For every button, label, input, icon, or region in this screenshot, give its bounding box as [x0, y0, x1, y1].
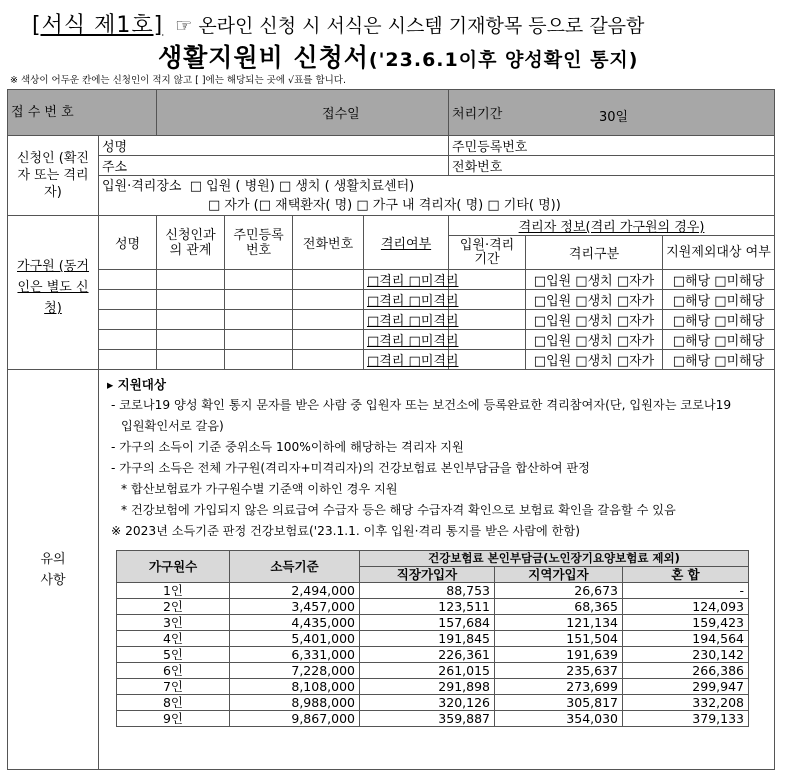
- income-threshold: 9,867,000: [230, 711, 360, 727]
- household-period-cell[interactable]: [449, 330, 526, 350]
- household-relation-cell[interactable]: [157, 350, 225, 370]
- income-threshold: 5,401,000: [230, 631, 360, 647]
- income-threshold: 8,988,000: [230, 695, 360, 711]
- isolated-checkboxes[interactable]: □격리 □미격리: [364, 290, 449, 310]
- household-row: [8, 290, 775, 310]
- stay-location-field[interactable]: [99, 176, 775, 216]
- household-col-excluded: 지원제외대상 여부: [663, 236, 775, 270]
- household-name-cell[interactable]: [99, 350, 157, 370]
- household-col-isolated: 격리여부: [364, 216, 449, 270]
- page-title: 생활지원비 신청서('23.6.1이후 양성확인 통지): [158, 43, 639, 72]
- income-col-income: 소득기준: [230, 551, 360, 583]
- household-section-label: 가구원 (동거인은 별도 신청): [8, 216, 99, 370]
- household-col-period: 입원·격리 기간: [449, 236, 526, 270]
- note-line: 입원확인서로 갈음): [121, 419, 224, 433]
- household-row: [8, 350, 775, 370]
- table-row: [117, 631, 749, 647]
- regional-premium: 235,637: [495, 663, 623, 679]
- mixed-premium: 266,386: [623, 663, 749, 679]
- household-rrn-cell[interactable]: [225, 330, 293, 350]
- household-count: 3인: [117, 615, 230, 631]
- employee-premium: 291,898: [360, 679, 495, 695]
- household-col-phone: 전화번호: [293, 216, 364, 270]
- note-line: ※ 2023년 소득기준 판정 건강보험료('23.1.1. 이후 입원·격리 통지를 받은 사람에 한함): [111, 524, 580, 538]
- receipt-date-cell[interactable]: [157, 90, 449, 136]
- table-row: [117, 695, 749, 711]
- employee-premium: 320,126: [360, 695, 495, 711]
- employee-premium: 157,684: [360, 615, 495, 631]
- regional-premium: 151,504: [495, 631, 623, 647]
- household-col-name: 성명: [99, 216, 157, 270]
- household-period-cell[interactable]: [449, 290, 526, 310]
- household-rrn-cell[interactable]: [225, 350, 293, 370]
- household-relation-cell[interactable]: [157, 290, 225, 310]
- household-phone-cell[interactable]: [293, 270, 364, 290]
- income-col-mixed: 혼 합: [623, 567, 749, 583]
- household-phone-cell[interactable]: [293, 330, 364, 350]
- application-form: [7, 89, 774, 770]
- income-col-regional: 지역가입자: [495, 567, 623, 583]
- household-name-cell[interactable]: [99, 310, 157, 330]
- mixed-premium: -: [623, 583, 749, 599]
- household-name-cell[interactable]: [99, 330, 157, 350]
- household-col-relation: 신청인과의 관계: [157, 216, 225, 270]
- household-col-isolation-info: 격리자 정보(격리 가구원의 경우): [449, 216, 775, 236]
- support-target-title: ▸ 지원대상: [107, 377, 166, 392]
- household-count: 4인: [117, 631, 230, 647]
- isolated-checkboxes[interactable]: □격리 □미격리: [364, 350, 449, 370]
- table-row: [117, 615, 749, 631]
- stay-location-label: 입원·격리장소: [102, 178, 182, 194]
- applicant-name-field[interactable]: [99, 136, 449, 156]
- processing-period-value: 30일: [599, 110, 629, 125]
- household-header-row: [8, 216, 775, 236]
- notes-row: [8, 370, 775, 770]
- applicant-address-label: 주소: [102, 160, 128, 175]
- note-line: * 건강보험에 가입되지 않은 의료급여 수급자 등은 해당 수급자격 확인으로 보험료 확인을 갈음할 수 있음: [121, 503, 676, 517]
- income-threshold: 6,331,000: [230, 647, 360, 663]
- applicant-name-label: 성명: [102, 140, 128, 155]
- isolation-type-checkboxes[interactable]: □입원 □생치 □자가: [526, 350, 663, 370]
- household-count: 9인: [117, 711, 230, 727]
- note-line: - 가구의 소득이 기준 중위소득 100%이하에 해당하는 격리자 지원: [111, 440, 464, 454]
- regional-premium: 121,134: [495, 615, 623, 631]
- pointing-hand-icon: ☞: [175, 15, 193, 37]
- regional-premium: 354,030: [495, 711, 623, 727]
- note-line: * 합산보험료가 가구원수별 기준액 이하인 경우 지원: [121, 482, 398, 496]
- mixed-premium: 194,564: [623, 631, 749, 647]
- employee-premium: 226,361: [360, 647, 495, 663]
- table-row: [117, 679, 749, 695]
- household-count: 6인: [117, 663, 230, 679]
- isolation-type-checkboxes[interactable]: □입원 □생치 □자가: [526, 310, 663, 330]
- applicant-rrn-label: 주민등록번호: [452, 140, 528, 155]
- receipt-row: [8, 90, 775, 136]
- employee-premium: 88,753: [360, 583, 495, 599]
- household-row: [8, 310, 775, 330]
- income-threshold: 7,228,000: [230, 663, 360, 679]
- regional-premium: 191,639: [495, 647, 623, 663]
- household-phone-cell[interactable]: [293, 310, 364, 330]
- exclusion-checkboxes[interactable]: □해당 □미해당: [663, 310, 775, 330]
- household-col-rrn: 주민등록 번호: [225, 216, 293, 270]
- household-phone-cell[interactable]: [293, 290, 364, 310]
- form-number: [서식 제1호]: [32, 13, 164, 38]
- form-online-note: 온라인 신청 시 서식은 시스템 기재항목 등으로 갈음함: [198, 15, 645, 37]
- household-count: 7인: [117, 679, 230, 695]
- applicant-section-label: 신청인 (확진자 또는 격리자): [8, 136, 99, 216]
- household-row: [8, 270, 775, 290]
- exclusion-checkboxes[interactable]: □해당 □미해당: [663, 350, 775, 370]
- household-col-type: 격리구분: [526, 236, 663, 270]
- household-phone-cell[interactable]: [293, 350, 364, 370]
- household-period-cell[interactable]: [449, 350, 526, 370]
- notes-content: [99, 370, 775, 770]
- income-col-premium: 건강보험료 본인부담금(노인장기요양보험료 제외): [360, 551, 749, 567]
- isolated-checkboxes[interactable]: □격리 □미격리: [364, 310, 449, 330]
- applicant-rrn-field[interactable]: [449, 136, 775, 156]
- household-rrn-cell[interactable]: [225, 270, 293, 290]
- employee-premium: 261,015: [360, 663, 495, 679]
- mixed-premium: 159,423: [623, 615, 749, 631]
- applicant-phone-field[interactable]: [449, 156, 775, 176]
- isolation-type-checkboxes[interactable]: □입원 □생치 □자가: [526, 330, 663, 350]
- household-period-cell[interactable]: [449, 270, 526, 290]
- household-row: [8, 330, 775, 350]
- regional-premium: 26,673: [495, 583, 623, 599]
- employee-premium: 123,511: [360, 599, 495, 615]
- isolation-type-checkboxes[interactable]: □입원 □생치 □자가: [526, 290, 663, 310]
- income-col-employee: 직장가입자: [360, 567, 495, 583]
- household-count: 5인: [117, 647, 230, 663]
- income-threshold: 8,108,000: [230, 679, 360, 695]
- exclusion-checkboxes[interactable]: □해당 □미해당: [663, 290, 775, 310]
- table-row: [117, 647, 749, 663]
- table-row: [117, 663, 749, 679]
- income-criteria-table: [116, 550, 749, 727]
- household-relation-cell[interactable]: [157, 330, 225, 350]
- household-count: 2인: [117, 599, 230, 615]
- isolated-checkboxes[interactable]: □격리 □미격리: [364, 330, 449, 350]
- table-row: [117, 711, 749, 727]
- stay-options-line2[interactable]: □ 자가 (□ 재택환자( 명) □ 가구 내 격리자( 명) □ 기타( 명)): [208, 197, 561, 213]
- employee-premium: 359,887: [360, 711, 495, 727]
- household-period-cell[interactable]: [449, 310, 526, 330]
- household-count: 1인: [117, 583, 230, 599]
- fill-instruction: ※ 색상이 어두운 칸에는 신청인이 적지 않고 [ ]에는 해당되는 곳에 √표를 합니다.: [10, 75, 346, 86]
- regional-premium: 273,699: [495, 679, 623, 695]
- income-threshold: 2,494,000: [230, 583, 360, 599]
- isolated-checkboxes[interactable]: □격리 □미격리: [364, 270, 449, 290]
- mixed-premium: 299,947: [623, 679, 749, 695]
- exclusion-checkboxes[interactable]: □해당 □미해당: [663, 330, 775, 350]
- exclusion-checkboxes[interactable]: □해당 □미해당: [663, 270, 775, 290]
- mixed-premium: 230,142: [623, 647, 749, 663]
- income-col-count: 가구원수: [117, 551, 230, 583]
- table-row: [117, 583, 749, 599]
- household-rrn-cell[interactable]: [225, 310, 293, 330]
- processing-period-label: 처리기간: [452, 107, 503, 122]
- regional-premium: 68,365: [495, 599, 623, 615]
- applicant-name-row: [8, 136, 775, 156]
- mixed-premium: 332,208: [623, 695, 749, 711]
- household-name-cell[interactable]: [99, 290, 157, 310]
- employee-premium: 191,845: [360, 631, 495, 647]
- receipt-date-label: 접수일: [322, 107, 360, 122]
- isolation-type-checkboxes[interactable]: □입원 □생치 □자가: [526, 270, 663, 290]
- household-count: 8인: [117, 695, 230, 711]
- household-relation-cell[interactable]: [157, 270, 225, 290]
- mixed-premium: 379,133: [623, 711, 749, 727]
- household-rrn-cell[interactable]: [225, 290, 293, 310]
- regional-premium: 305,817: [495, 695, 623, 711]
- household-name-cell[interactable]: [99, 270, 157, 290]
- applicant-address-row: [8, 156, 775, 176]
- stay-options-line1[interactable]: □ 입원 ( 병원) □ 생치 ( 생활치료센터): [189, 178, 415, 194]
- applicant-address-field[interactable]: [99, 156, 449, 176]
- note-line: - 가구의 소득은 전체 가구원(격리자+미격리자)의 건강보험료 본인부담금을 합산하여 판정: [111, 461, 590, 475]
- processing-period-cell: [449, 90, 775, 136]
- household-relation-cell[interactable]: [157, 310, 225, 330]
- table-row: [117, 599, 749, 615]
- income-threshold: 4,435,000: [230, 615, 360, 631]
- form-header: [32, 8, 644, 39]
- mixed-premium: 124,093: [623, 599, 749, 615]
- notes-section-label: 유의 사항: [8, 370, 99, 770]
- receipt-number-label: 접 수 번 호: [8, 90, 157, 136]
- applicant-phone-label: 전화번호: [452, 160, 503, 175]
- income-threshold: 3,457,000: [230, 599, 360, 615]
- note-line: - 코로나19 양성 확인 통지 문자를 받은 사람 중 입원자 또는 보건소에 등록완료한 격리참여자(단, 입원자는 코로나19: [111, 398, 732, 412]
